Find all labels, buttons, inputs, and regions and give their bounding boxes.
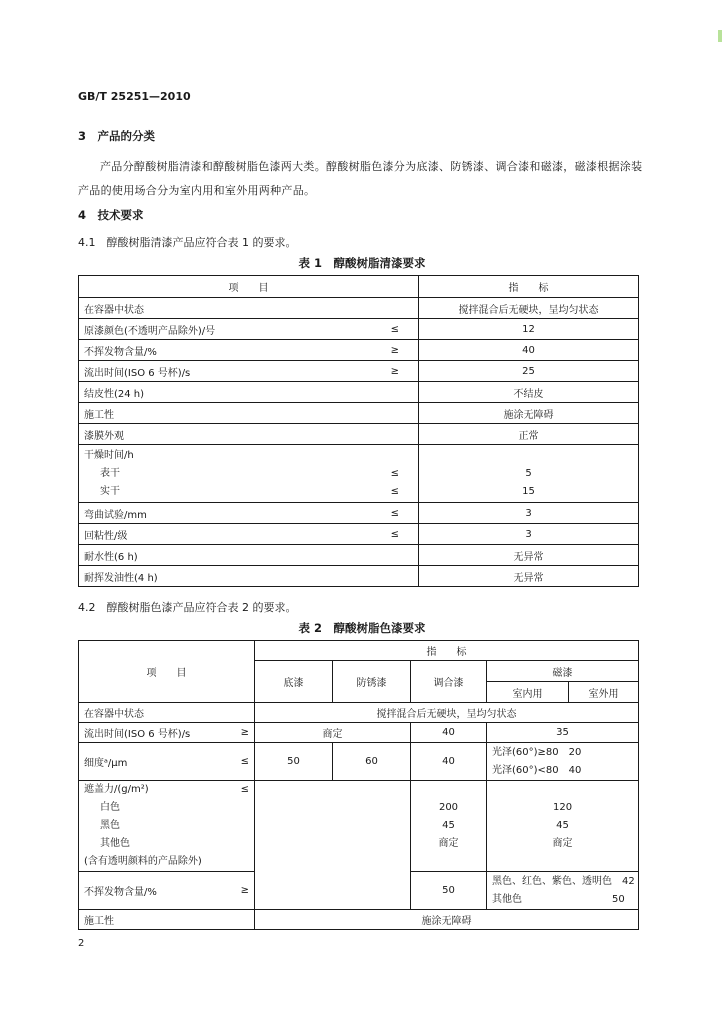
table-1-header-item: 项 目 — [79, 276, 419, 298]
table-2-row-value: 光泽(60°)≥80 20 光泽(60°)<80 40 — [487, 743, 639, 781]
table-2-header-antirust: 防锈漆 — [333, 661, 411, 703]
table-1-row-item: 流出时间(ISO 6 号杯)/s ≥ — [79, 361, 419, 382]
table-1-row-value: 不结皮 — [419, 382, 639, 403]
table-2-header-item: 项 目 — [79, 641, 255, 703]
table-2-header-index: 指 标 — [255, 641, 639, 661]
clause-4-2: 4.2 醇酸树脂色漆产品应符合表 2 的要求。 — [78, 601, 297, 614]
table-2-row-item: 细度ᵃ/μm ≤ — [79, 743, 255, 781]
table-2-row-value — [333, 872, 411, 910]
section-3-paragraph: 产品分醇酸树脂清漆和醇酸树脂色漆两大类。醇酸树脂色漆分为底漆、防锈漆、调合漆和磁漆，磁漆根据涂装产品的使用场合分为室内用和室外用两种产品。 — [78, 160, 643, 197]
table-2-header-primer: 底漆 — [255, 661, 333, 703]
table-2-row-item: 流出时间(ISO 6 号杯)/s ≥ — [79, 723, 255, 743]
table-2-row-value — [255, 872, 333, 910]
table-1-row-item: 耐挥发油性(4 h) — [79, 566, 419, 587]
table-2 — [78, 640, 639, 930]
table-2-row-value: 40 — [411, 723, 487, 743]
page-number: 2 — [78, 938, 85, 949]
table-2-row-item: 不挥发物含量/% ≥ — [79, 872, 255, 910]
table-2-header-enamel: 磁漆 — [487, 661, 639, 682]
table-2-row-value: 200 45 商定 — [411, 781, 487, 872]
edge-mark — [718, 30, 722, 42]
table-1-row-value: 5 15 — [419, 445, 639, 503]
table-1-row-value: 无异常 — [419, 566, 639, 587]
section-4-heading: 4 技术要求 — [78, 208, 144, 222]
table-1-row-item: 在容器中状态 — [79, 298, 419, 319]
table-2-row-value: 50 — [411, 872, 487, 910]
table-1-row-value: 12 — [419, 319, 639, 340]
table-1-row-item: 不挥发物含量/% ≥ — [79, 340, 419, 361]
table-2-row-value: 商定 — [255, 723, 411, 743]
table-1-row-value: 40 — [419, 340, 639, 361]
table-1-row-item: 耐水性(6 h) — [79, 545, 419, 566]
table-1-row-value: 施涂无障碍 — [419, 403, 639, 424]
table-2-row-value — [255, 781, 333, 872]
table-1-row-value: 3 — [419, 524, 639, 545]
table-1-row-item: 结皮性(24 h) — [79, 382, 419, 403]
table-1-row-value: 25 — [419, 361, 639, 382]
table-1 — [78, 275, 639, 587]
table-2-row-item: 遮盖力/(g/m²) ≤ 白色 黑色 其他色 (含有透明颜料的产品除外) — [79, 781, 255, 872]
table-2-row-value — [333, 781, 411, 872]
table-1-row-value: 搅拌混合后无硬块，呈均匀状态 — [419, 298, 639, 319]
section-3-heading: 3 产品的分类 — [78, 129, 156, 143]
table-1-caption: 表 1 醇酸树脂清漆要求 — [298, 256, 426, 270]
standard-code: GB/T 25251—2010 — [78, 90, 191, 103]
table-2-header-indoor: 室内用 — [487, 682, 569, 703]
table-2-row-item: 在容器中状态 — [79, 703, 255, 723]
table-2-row-value: 40 — [411, 743, 487, 781]
table-2-header-outdoor: 室外用 — [569, 682, 639, 703]
table-1-row-item: 干燥时间/h 表干 ≤ 实干 ≤ — [79, 445, 419, 503]
table-2-row-value: 120 45 商定 — [487, 781, 639, 872]
table-1-row-value: 无异常 — [419, 545, 639, 566]
table-1-row-item: 施工性 — [79, 403, 419, 424]
table-2-row-value: 35 — [487, 723, 639, 743]
table-1-row-item: 原漆颜色(不透明产品除外)/号 ≤ — [79, 319, 419, 340]
table-2-row-value: 搅拌混合后无硬块，呈均匀状态 — [255, 703, 639, 723]
table-1-row-item: 回粘性/级 ≤ — [79, 524, 419, 545]
table-1-row-value: 3 — [419, 503, 639, 524]
clause-4-1: 4.1 醇酸树脂清漆产品应符合表 1 的要求。 — [78, 236, 297, 249]
table-2-caption: 表 2 醇酸树脂色漆要求 — [298, 621, 426, 635]
table-2-row-value: 50 — [255, 743, 333, 781]
table-2-row-item: 施工性 — [79, 910, 255, 930]
table-2-header-blend: 调合漆 — [411, 661, 487, 703]
table-1-header-index: 指 标 — [419, 276, 639, 298]
table-1-row-item: 弯曲试验/mm ≤ — [79, 503, 419, 524]
table-2-row-value: 60 — [333, 743, 411, 781]
table-1-row-item: 漆膜外观 — [79, 424, 419, 445]
table-2-row-value: 黑色、红色、紫色、透明色 42 其他色 50 — [487, 872, 639, 910]
table-2-row-value: 施涂无障碍 — [255, 910, 639, 930]
table-1-row-value: 正常 — [419, 424, 639, 445]
